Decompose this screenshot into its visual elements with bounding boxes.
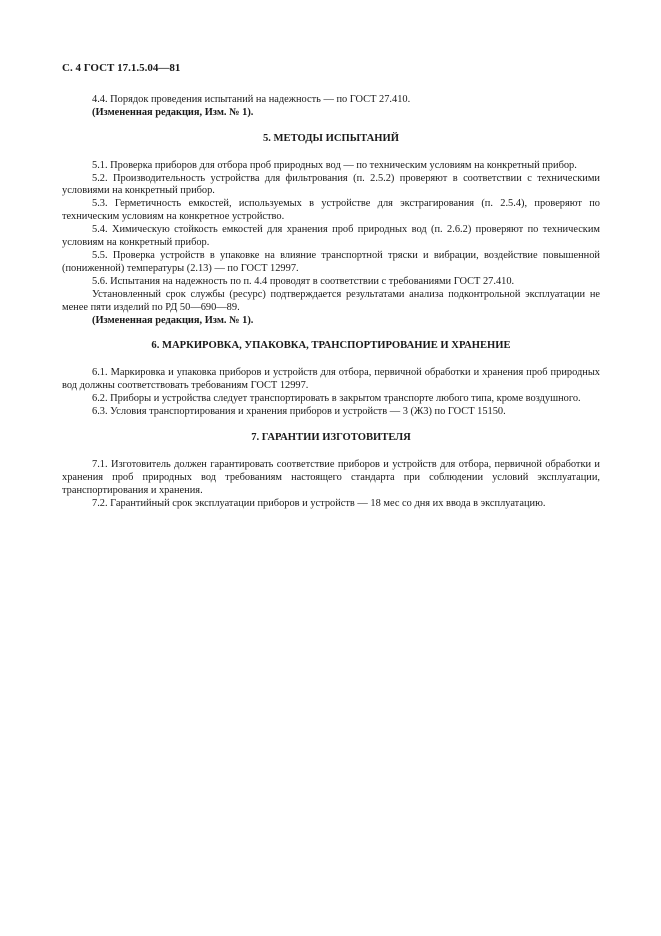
section-5-title: 5. МЕТОДЫ ИСПЫТАНИЙ [262, 132, 400, 144]
section-7-title: 7. ГАРАНТИИ ИЗГОТОВИТЕЛЯ [251, 431, 411, 443]
page-header: С. 4 ГОСТ 17.1.5.04—81 [62, 62, 181, 74]
paragraph-5-3: 5.3. Герметичность емкостей, используемых в устройстве для экстрагирования (п. 2.5.4), проверяют по техническим условиям на конкретное устройство. [62, 198, 600, 223]
paragraph-5-6: 5.6. Испытания на надежность по п. 4.4 проводят в соответствии с требованиями ГОСТ 27.410. [92, 275, 515, 287]
document-page [62, 62, 600, 510]
section-6-title: 6. МАРКИРОВКА, УПАКОВКА, ТРАНСПОРТИРОВАНИЕ И ХРАНЕНИЕ [151, 340, 511, 352]
paragraph-6-1: 6.1. Маркировка и упаковка приборов и устройств для отбора, первичной обработки и хранения проб природных вод должны соответствовать требованиям ГОСТ 12997. [62, 367, 600, 392]
amendment-note: (Измененная редакция, Изм. № 1). [92, 314, 254, 326]
paragraph-5-4: 5.4. Химическую стойкость емкостей для хранения проб природных вод (п. 2.6.2) проверяют по техническим условиям на конкретный прибор. [62, 224, 600, 249]
paragraph-5-2: 5.2. Производительность устройства для фильтрования (п. 2.5.2) проверяют в соответствии с техническими условиями на конкретный прибор. [62, 172, 600, 197]
paragraph-6-2: 6.2. Приборы и устройства следует транспортировать в закрытом транспорте любого типа, кроме воздушного. [92, 393, 581, 405]
paragraph-7-1: 7.1. Изготовитель должен гарантировать соответствие приборов и устройств для отбора, первичной обработки и хранения проб природных вод требованиям настоящего стандарта при соблюдении условий эксплуатации, транспортирования и хранения. [62, 458, 600, 496]
paragraph-7-2: 7.2. Гарантийный срок эксплуатации приборов и устройств — 18 мес со дня их ввода в эксплуатацию. [92, 497, 546, 509]
paragraph-5-5: 5.5. Проверка устройств в упаковке на влияние транспортной тряски и вибрации, воздействие повышенной (пониженной) температуры (2.13) — по ГОСТ 12997. [62, 249, 600, 274]
paragraph-6-3: 6.3. Условия транспортирования и хранения приборов и устройств — 3 (Ж3) по ГОСТ 15150. [92, 406, 506, 418]
amendment-note: (Измененная редакция, Изм. № 1). [92, 106, 254, 118]
paragraph-service-life: Установленный срок службы (ресурс) подтверждается результатами анализа подконтрольной эксплуатации не менее пяти изделий по РД 50—690—89. [62, 288, 600, 313]
paragraph-4-4: 4.4. Порядок проведения испытаний на надежность — по ГОСТ 27.410. [92, 93, 411, 105]
paragraph-5-1: 5.1. Проверка приборов для отбора проб природных вод — по техническим условиям на конкретный прибор. [92, 159, 577, 171]
